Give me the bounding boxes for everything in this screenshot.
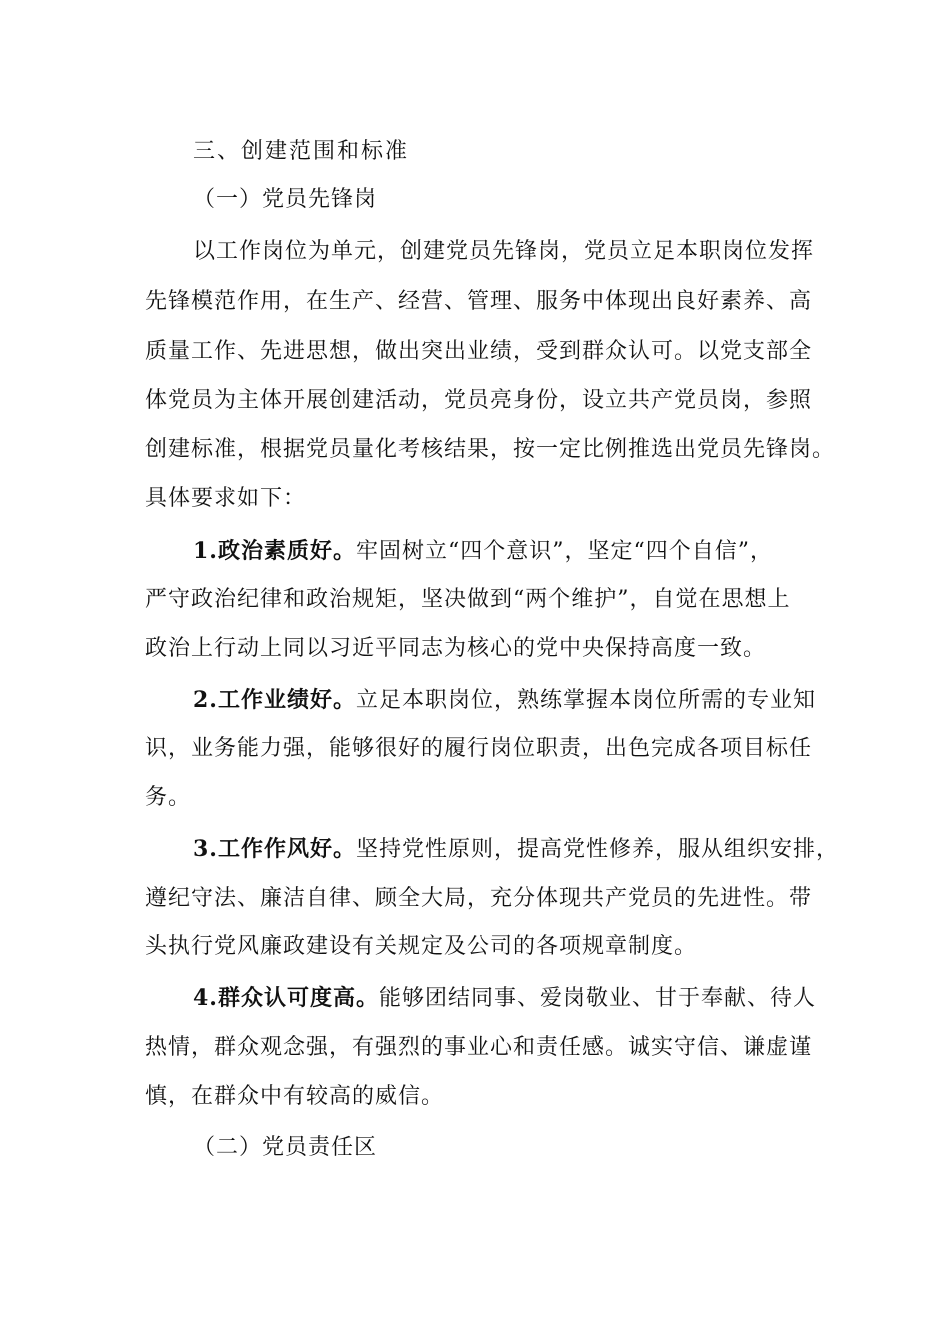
requirement-2-first-line [193, 685, 873, 716]
requirement-3-first-line [193, 834, 873, 865]
requirement-text: 牢固树立“四个意识”，坚定“四个自信”， [355, 539, 773, 564]
requirement-text: 能够团结同事、爱岗敬业、甘于奉献、待人 [378, 986, 816, 1011]
requirement-line: 政治上行动上同以习近平同志为核心的党中央保持高度一致。 [145, 636, 767, 661]
requirement-line: 识，业务能力强，能够很好的履行岗位职责，出色完成各项目标任 [145, 736, 813, 761]
requirement-title: 1.政治素质好。 [193, 538, 356, 564]
intro-line: 创建标准，根据党员量化考核结果，按一定比例推选出党员先锋岗。 [145, 437, 836, 462]
requirement-title: 3.工作作风好。 [193, 836, 356, 862]
requirement-line: 慎，在群众中有较高的威信。 [145, 1084, 445, 1109]
requirement-line: 头执行党风廉政建设有关规定及公司的各项规章制度。 [145, 934, 698, 959]
subsection-heading-2: （二）党员责任区 [193, 1135, 378, 1160]
intro-line: 体党员为主体开展创建活动，党员亮身份，设立共产党员岗，参照 [145, 388, 813, 413]
requirement-title: 2.工作业绩好。 [193, 687, 356, 713]
intro-line: 以工作岗位为单元，创建党员先锋岗，党员立足本职岗位发挥 [193, 239, 815, 264]
section-heading: 三、创建范围和标准 [193, 139, 410, 164]
requirement-line: 遵纪守法、廉洁自律、顾全大局，充分体现共产党员的先进性。带 [145, 886, 813, 911]
subsection-heading-1: （一）党员先锋岗 [193, 187, 378, 212]
intro-line: 具体要求如下： [145, 486, 307, 511]
intro-line: 先锋模范作用，在生产、经营、管理、服务中体现出良好素养、高 [145, 289, 813, 314]
requirement-line: 严守政治纪律和政治规矩，坚决做到“两个维护”，自觉在思想上 [145, 587, 791, 612]
requirement-line: 热情，群众观念强，有强烈的事业心和责任感。诚实守信、谦虚谨 [145, 1035, 813, 1060]
requirement-4-first-line [193, 983, 873, 1014]
requirement-line: 务。 [145, 785, 192, 810]
requirement-title: 4.群众认可度高。 [193, 985, 379, 1011]
requirement-text: 立足本职岗位，熟练掌握本岗位所需的专业知 [355, 688, 816, 713]
requirement-1-first-line [193, 536, 873, 567]
requirement-text: 坚持党性原则，提高党性修养，服从组织安排， [355, 837, 839, 862]
intro-line: 质量工作、先进思想，做出突出业绩，受到群众认可。以党支部全 [145, 339, 813, 364]
